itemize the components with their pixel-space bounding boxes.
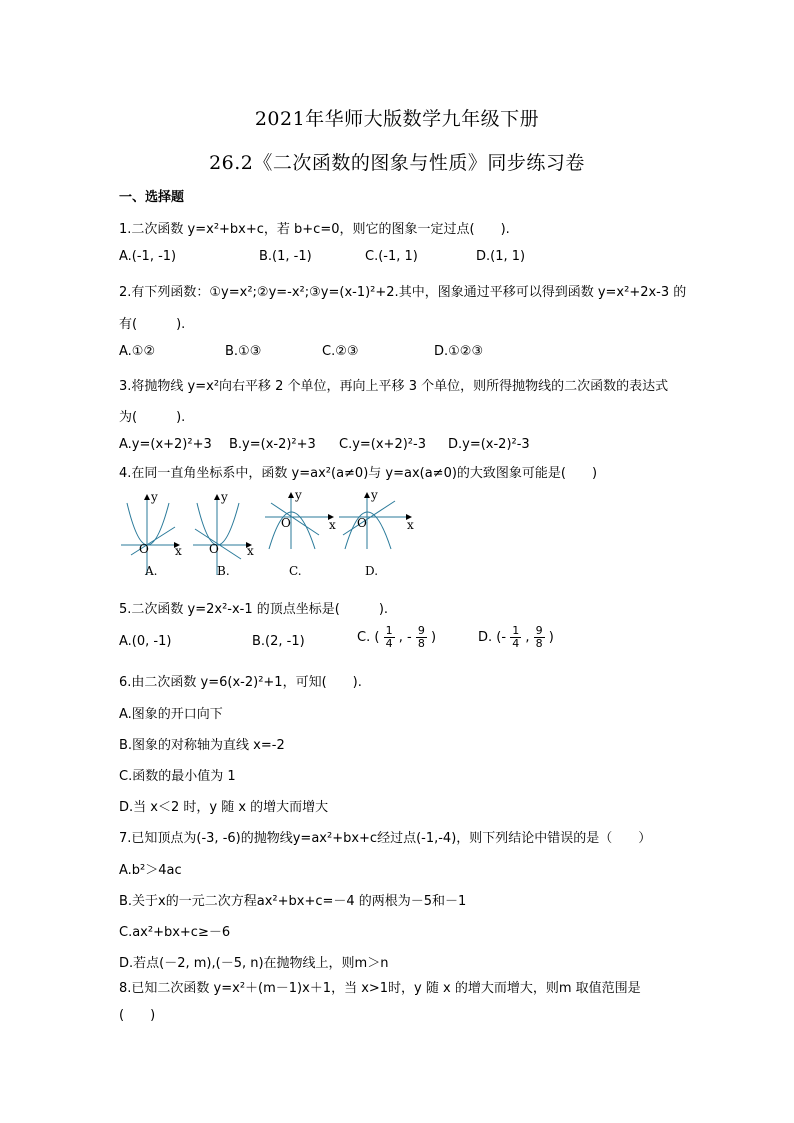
fig-c-x: x xyxy=(329,518,336,532)
q1-stem: 1.二次函数 y=x²+bx+c，若 b+c=0，则它的图象一定过点( ). xyxy=(119,222,510,237)
q5-option-a: A.(0, -1) xyxy=(119,634,172,649)
fig-c-y: y xyxy=(295,489,302,502)
q4-figures xyxy=(119,489,419,579)
q5-c-post: ) xyxy=(430,630,437,645)
fig-b-x: x xyxy=(247,544,254,558)
q7-option-b: B.关于x的一元二次方程ax²+bx+c=－4 的两根为－5和－1 xyxy=(119,894,467,909)
q3-option-a: A.y=(x+2)²+3 xyxy=(119,437,212,452)
figure-b xyxy=(193,490,254,578)
section-heading: 一、选择题 xyxy=(119,190,185,205)
q1-option-a: A.(-1, -1) xyxy=(119,249,177,264)
q2-stem-line1: 2.有下列函数：①y=x²;②y=-x²;③y=(x-1)²+2.其中，图象通过平移可以得到函数 y=x²+2x-3 的 xyxy=(119,285,687,300)
q4-stem: 4.在同一直角坐标系中，函数 y=ax²(a≠0)与 y=ax(a≠0)的大致图象可能是( ) xyxy=(119,466,598,481)
q6-option-c: C.函数的最小值为 1 xyxy=(119,769,236,784)
q2-option-b: B.①③ xyxy=(225,344,262,359)
q5-stem: 5.二次函数 y=2x²-x-1 的顶点坐标是( ). xyxy=(119,602,389,617)
page-title: 2021年华师大版数学九年级下册 xyxy=(254,108,540,130)
q5-option-b: B.(2, -1) xyxy=(252,634,305,649)
q6-option-d: D.当 x＜2 时，y 随 x 的增大而增大 xyxy=(119,800,329,815)
q3-stem-line1: 3.将抛物线 y=x²向右平移 2 个单位，再向上平移 3 个单位，则所得抛物线的二次函数的表达式 xyxy=(119,379,669,394)
q2-stem-line2: 有( ). xyxy=(119,317,186,332)
q7-option-a: A.b²＞4ac xyxy=(119,863,182,878)
q6-stem: 6.由二次函数 y=6(x-2)²+1，可知( ). xyxy=(119,675,362,690)
fig-b-y: y xyxy=(221,490,228,504)
fig-a-label: A. xyxy=(145,564,158,578)
q3-option-c: C.y=(x+2)²-3 xyxy=(339,437,426,452)
q7-option-c: C.ax²+bx+c≥－6 xyxy=(119,925,231,940)
q6-option-b: B.图象的对称轴为直线 x=-2 xyxy=(119,738,285,753)
q5-c-pre: C. ( xyxy=(357,630,380,645)
q5-c-mid: , - xyxy=(398,630,412,645)
figure-c xyxy=(265,489,336,578)
fig-d-label: D. xyxy=(365,564,379,578)
q8-stem-line2: ( ) xyxy=(119,1008,156,1023)
q1-option-d: D.(1, 1) xyxy=(476,249,526,264)
q1-option-b: B.(1, -1) xyxy=(259,249,312,264)
q5-d-frac1: $\frac{1}{4}$ xyxy=(512,624,520,650)
q5-c-frac2: $\frac{9}{8}$ xyxy=(417,624,425,650)
q5-d-post: ) xyxy=(548,630,554,645)
q8-stem-line1: 8.已知二次函数 y=x²＋(m－1)x＋1，当 x>1时，y 随 x 的增大而增大，则m 取值范围是 xyxy=(119,981,641,996)
q2-option-d: D.①②③ xyxy=(434,344,484,359)
q2-option-c: C.②③ xyxy=(322,344,359,359)
figure-a xyxy=(121,490,182,578)
fig-a-origin: O xyxy=(139,542,149,556)
fig-d-origin: O xyxy=(357,516,367,530)
q3-option-d: D.y=(x-2)²-3 xyxy=(448,437,530,452)
q7-stem: 7.已知顶点为(-3, -6)的抛物线y=ax²+bx+c经过点(-1,-4)，则下列结论中错误的是（ ） xyxy=(119,831,652,846)
q5-option-c xyxy=(357,625,436,650)
fig-d-y: y xyxy=(371,489,378,502)
q5-d-mid: , xyxy=(525,630,530,645)
fig-b-label: B. xyxy=(217,564,230,578)
q5-d-frac2: $\frac{9}{8}$ xyxy=(535,624,543,650)
q1-option-c: C.(-1, 1) xyxy=(365,249,418,264)
q7-option-d: D.若点(－2, m),(－5, n)在抛物线上，则m＞n xyxy=(119,956,389,971)
figure-d xyxy=(339,489,414,578)
fig-a-y: y xyxy=(151,490,158,504)
q5-c-frac1: $\frac{1}{4}$ xyxy=(385,624,393,650)
fig-b-origin: O xyxy=(209,542,219,556)
fig-c-origin: O xyxy=(281,516,291,530)
q3-option-b: B.y=(x-2)²+3 xyxy=(229,437,316,452)
q6-option-a: A.图象的开口向下 xyxy=(119,707,223,722)
fig-c-label: C. xyxy=(289,564,302,578)
q5-d-pre: D. (- xyxy=(478,630,507,645)
q3-stem-line2: 为( ). xyxy=(119,410,186,425)
q2-option-a: A.①② xyxy=(119,344,156,359)
q5-option-d xyxy=(478,625,554,650)
fig-a-x: x xyxy=(175,544,182,558)
fig-d-x: x xyxy=(407,518,414,532)
page-subtitle: 26.2《二次函数的图象与性质》同步练习卷 xyxy=(209,152,585,174)
